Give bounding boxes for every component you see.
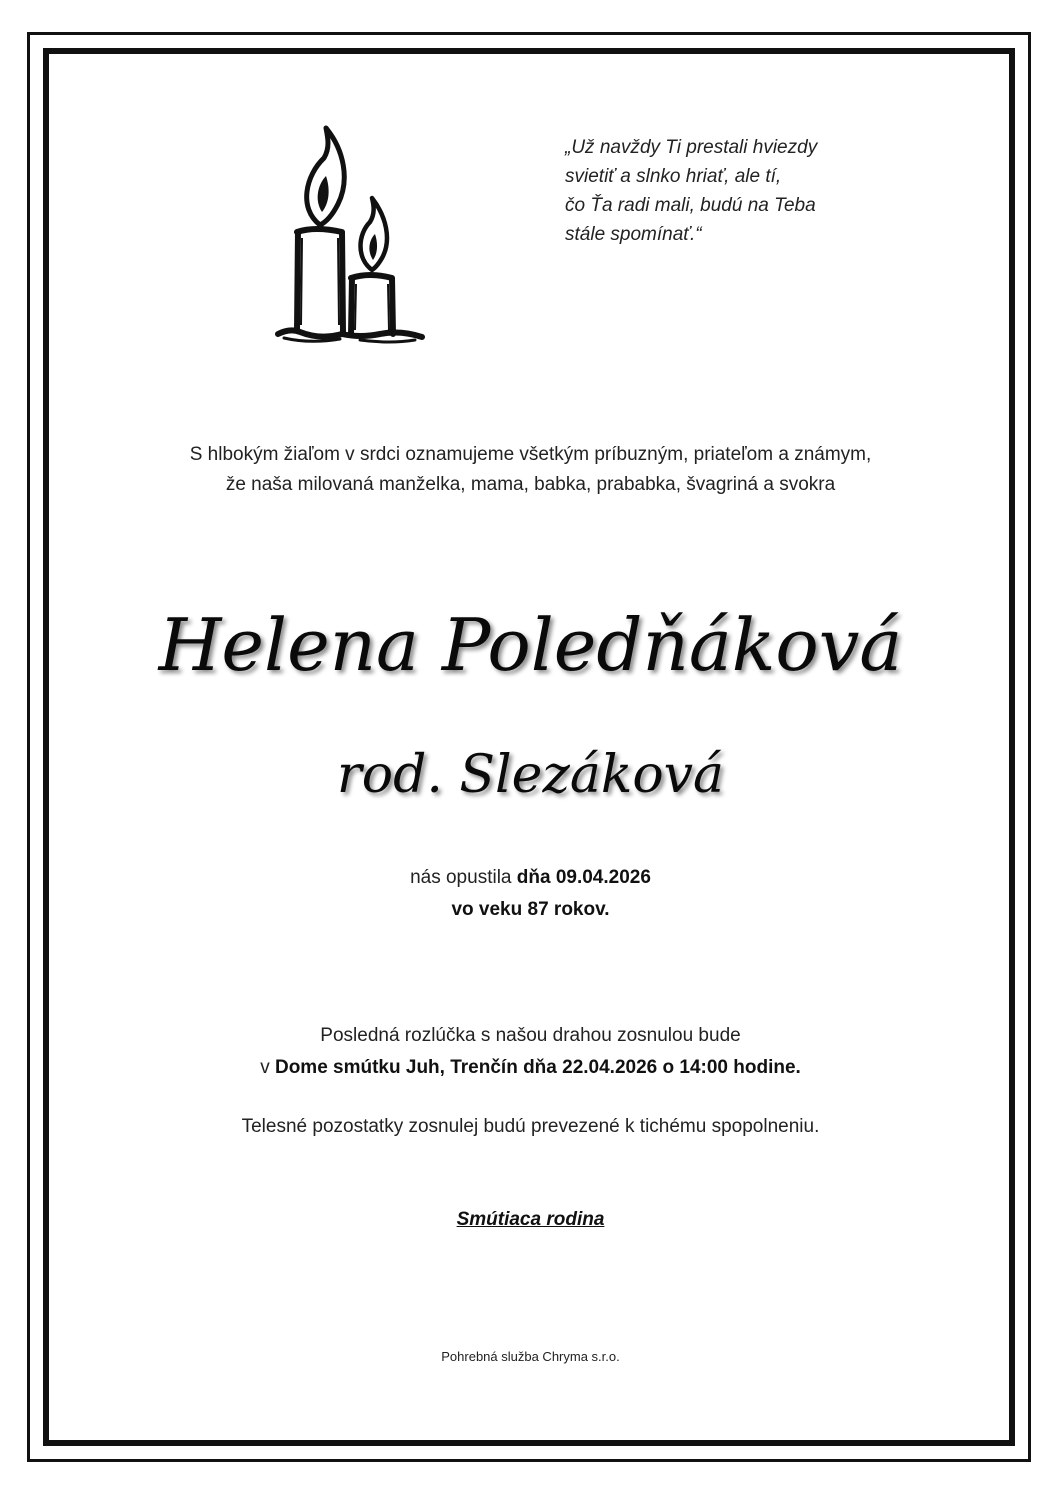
mourning-family-signature: Smútiaca rodina	[456, 1209, 605, 1230]
funeral-service-name: Pohrebná služba Chryma s.r.o.	[441, 1349, 620, 1364]
death-age: vo veku 87 rokov.	[451, 899, 610, 920]
farewell-prefix: v	[260, 1057, 275, 1078]
candles-icon	[270, 120, 430, 355]
quote-line: čo Ťa radi mali, budú na Teba	[565, 195, 816, 216]
death-prefix: nás opustila	[410, 867, 517, 888]
quote-line: svietiť a slnko hriať, ale tí,	[565, 166, 782, 187]
announcement-intro	[0, 440, 1061, 500]
death-date-line	[0, 862, 1061, 894]
farewell-details	[0, 1020, 1061, 1084]
death-date: dňa 09.04.2026	[516, 867, 651, 888]
farewell-line: Posledná rozlúčka s našou drahou zosnulou bude	[320, 1025, 741, 1046]
remains-note: Telesné pozostatky zosnulej budú prevezené k tichému spopolneniu.	[241, 1116, 820, 1137]
quote-line: „Už navždy Ti prestali hviezdy	[565, 137, 818, 158]
farewell-place-time: Dome smútku Juh, Trenčín dňa 22.04.2026 o 14:00 hodine.	[274, 1057, 801, 1078]
maiden-name: rod. Slezáková	[336, 745, 725, 805]
death-details	[0, 862, 1061, 926]
intro-line: S hlbokým žiaľom v srdci oznamujeme všetkým príbuzným, priateľom a známym,	[189, 444, 872, 465]
deceased-name: Helena Poledňáková	[158, 603, 903, 687]
intro-line: že naša milovaná manželka, mama, babka, prababka, švagriná a svokra	[225, 474, 836, 495]
quote-line: stále spomínať.“	[565, 224, 702, 245]
farewell-place-line	[0, 1052, 1061, 1084]
memorial-quote	[565, 133, 895, 249]
